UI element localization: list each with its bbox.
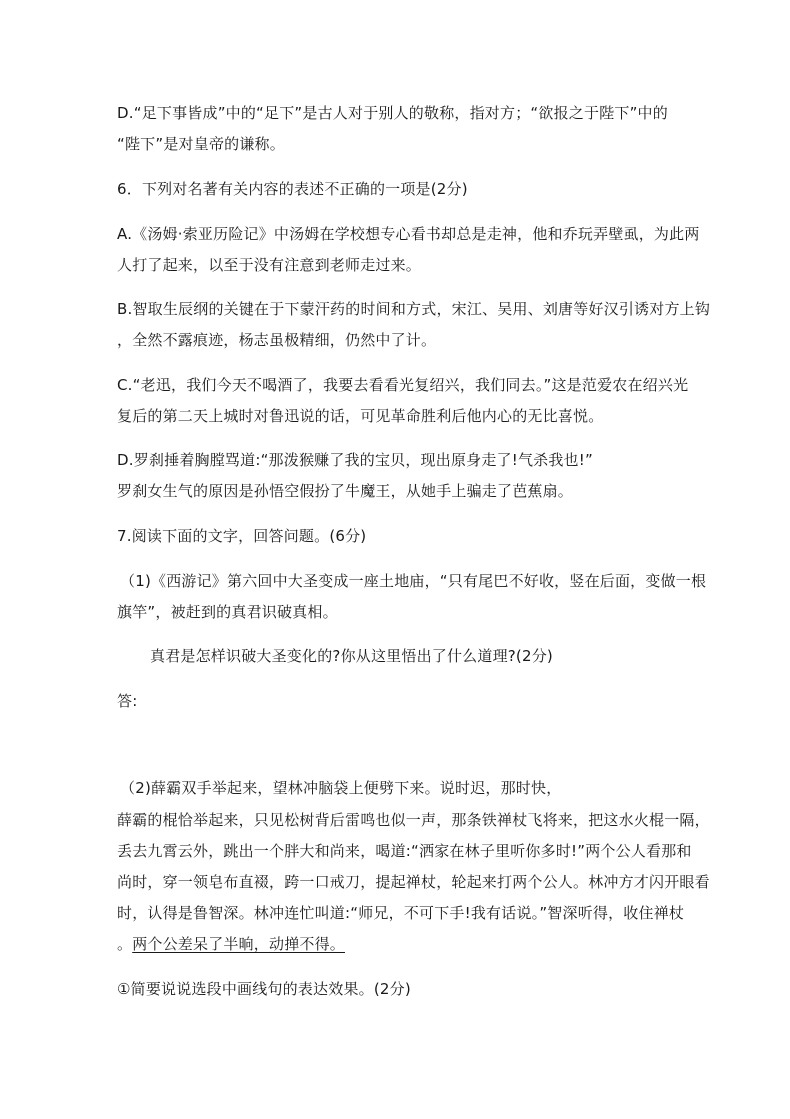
passage-2-line-6	[117, 934, 345, 954]
passage-2-line-4: 尚时，穿一领皂布直裰，跨一口戒刀，提起禅杖，轮起来打两个公人。林冲方才闪开眼看	[117, 873, 710, 891]
option-c-line-2: 复后的第二天上城时对鲁迅说的话，可见革命胜利后他内心的无比喜悦。	[117, 407, 604, 425]
passage-2-line-6-prefix: 。	[117, 935, 133, 953]
option-c-line-1: C.“老迅，我们今天不喝酒了，我要去看看光复绍兴，我们同去。”这是范爱农在绍兴光	[117, 376, 689, 394]
passage-1-line-1: （1)《西游记》第六回中大圣变成一座土地庙，“只有尾巴不好收，竖在后面，变做一根	[120, 572, 707, 590]
passage-2-line-3: 丢去九霄云外，跳出一个胖大和尚来，喝道:“洒家在林子里听你多时!”两个公人看那和	[117, 842, 692, 860]
question-6-stem: 6．下列对名著有关内容的表述不正确的一项是(2分)	[117, 180, 468, 198]
answer-label: 答:	[117, 692, 138, 710]
option-d-line-1: D.“足下事皆成”中的“足下”是古人对于别人的敬称，指对方；“欲报之于陛下”中的	[117, 104, 668, 122]
option-b-line-1: B.智取生辰纲的关键在于下蒙汗药的时间和方式，宋江、吴用、刘唐等好汉引诱对方上钩	[117, 300, 711, 318]
option-d-line-2: “陛下”是对皇帝的谦称。	[117, 135, 285, 153]
passage-2-line-2: 薛霸的棍恰举起来，只见松树背后雷鸣也似一声，那条铁禅杖飞将来，把这水火棍一隔，	[117, 811, 710, 829]
option-d2-line-1: D.罗刹捶着胸膛骂道:“那泼猴赚了我的宝贝，现出原身走了!气杀我也!”	[117, 451, 593, 469]
passage-1-line-2: 旗竿”，被赶到的真君识破真相。	[117, 603, 338, 621]
option-a-line-1: A.《汤姆·索亚历险记》中汤姆在学校想专心看书却总是走神，他和乔玩弄壁虱，为此两	[117, 225, 700, 243]
option-b-line-2: ，全然不露痕迹，杨志虽极精细，仍然中了计。	[117, 331, 437, 349]
passage-2-line-1: （2)薛霸双手举起来，望林冲脑袋上便劈下来。说时迟，那时快，	[120, 779, 562, 797]
underlined-sentence: 两个公差呆了半晌，动掸不得。	[132, 935, 346, 953]
subquestion-2-1: ①简要说说选段中画线句的表达效果。(2分)	[117, 980, 411, 998]
option-d2-line-2: 罗刹女生气的原因是孙悟空假扮了牛魔王，从她手上骗走了芭蕉扇。	[117, 482, 574, 500]
subquestion-1: 真君是怎样识破大圣变化的?你从这里悟出了什么道理?(2分)	[150, 647, 553, 665]
passage-2-line-5: 时，认得是鲁智深。林冲连忙叫道:“师兄，不可下手!我有话说。”智深听得，收住禅杖	[117, 904, 685, 922]
question-7-stem: 7.阅读下面的文字，回答问题。(6分)	[117, 527, 367, 545]
option-a-line-2: 人打了起来，以至于没有注意到老师走过来。	[117, 256, 422, 274]
